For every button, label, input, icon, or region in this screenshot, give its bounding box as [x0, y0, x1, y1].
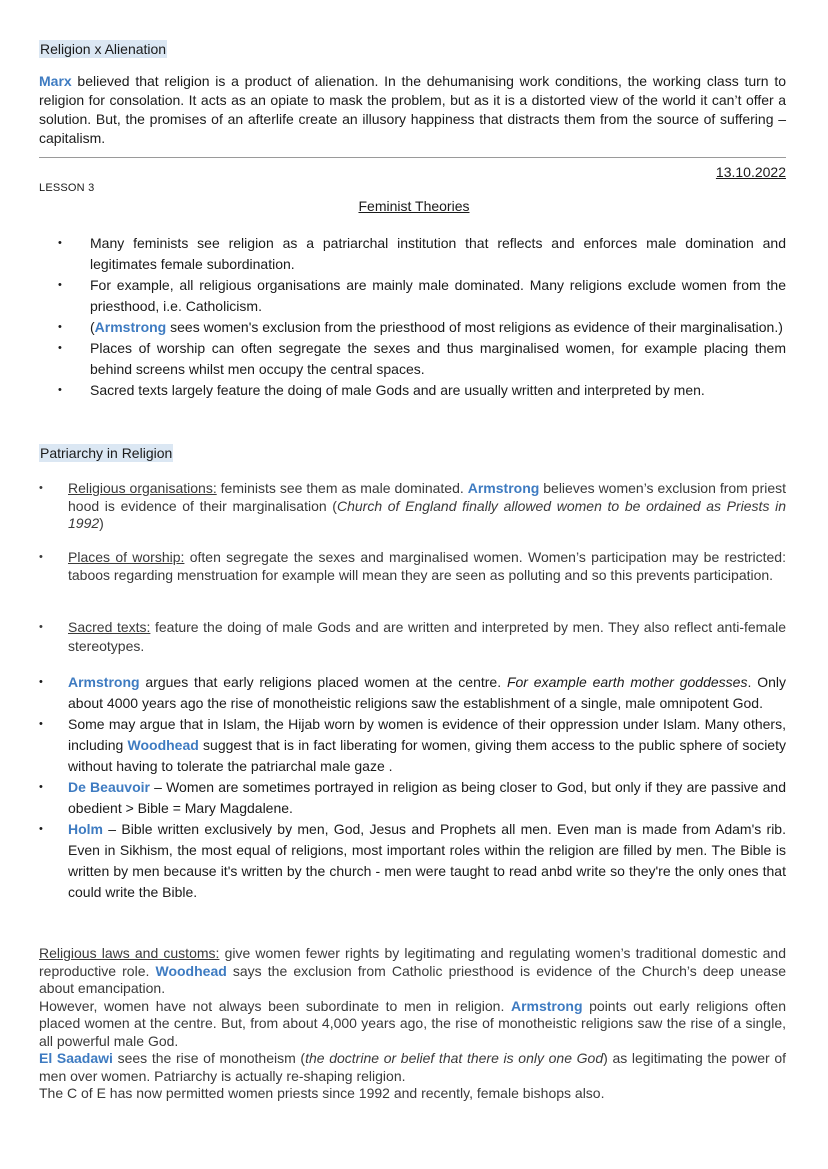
laws-paragraph-2: However, women have not always been subordinate to men in religion. Armstrong points out early religions often placed women at the centre. But, from about 4,000 years ago, the rise of monotheistic religions saw the rise of a single, all powerful male God. — [39, 997, 786, 1049]
list-item: • Sacred texts largely feature the doing of male Gods and are usually written and interpreted by men. — [39, 380, 786, 401]
laws-paragraph-3: El Saadawi sees the rise of monotheism (the doctrine or belief that there is only one God) as legitimating the power of men over women. Patriarchy is actually re-shaping religion. — [39, 1050, 786, 1084]
alienation-paragraph: Marx believed that religion is a product of alienation. In the dehumanising work conditions, the working class turn to religion for consolation. It acts as an opiate to mask the problem, but as it is a distorted view of the world it can’t offer a solution. But, the promises of an afterlife create an illusory happiness that distracts them from the source of suffering – capitalism. — [39, 73, 786, 146]
feminist-theories-title: Feminist Theories — [358, 198, 470, 214]
author-woodhead: Woodhead — [155, 962, 227, 979]
patriarchy-item-texts — [39, 618, 786, 656]
alienation-heading — [39, 40, 786, 59]
list-item: • For example, all religious organisations are mainly male dominated. Many religions exclude women from the priesthood, i.e. Catholicism. — [39, 275, 786, 317]
list-item: • (Armstrong sees women's exclusion from the priesthood of most religions as evidence of their marginalisation.) — [39, 317, 786, 338]
list-item: • Armstrong argues that early religions placed women at the centre. For example earth mother goddesses. Only about 4000 years ago the rise of monotheistic religions saw the establishment of a single, male omnipotent God. — [39, 672, 786, 714]
list-item: • Religious organisations: feminists see them as male dominated. Armstrong believes women’s exclusion from priest hood is evidence of their marginalisation (Church of England finally allowed women to be ordained as Priests in 1992) — [39, 480, 786, 533]
patriarchy-heading-text: Patriarchy in Religion — [40, 445, 173, 461]
divider — [39, 157, 786, 158]
lesson-date: 13.10.2022 — [715, 164, 786, 180]
patriarchy-bullets — [39, 672, 786, 903]
lesson-label: LESSON 3 — [39, 182, 95, 194]
laws-paragraph-1: Religious laws and customs: give women fewer rights by legitimating and regulating women’s traditional domestic and reproductive role. Woodhead says the exclusion from Catholic priesthood is evidence of the Church’s deep unease about emancipation. — [39, 945, 786, 996]
list-item: • Some may argue that in Islam, the Hijab worn by women is evidence of their oppression under Islam. Many others, including Woodhead suggest that is in fact liberating for women, giving them access to the public sphere of society without having to tolerate the patriarchal male gaze . — [39, 714, 786, 777]
patriarchy-item-organisations — [39, 480, 786, 533]
list-item: • Many feminists see religion as a patriarchal institution that reflects and enforces male domination and legitimates female subordination. — [39, 233, 786, 275]
author-armstrong: Armstrong — [510, 997, 583, 1014]
feminist-list — [39, 233, 786, 401]
author-marx: Marx — [39, 73, 72, 89]
author-holm: Holm — [68, 821, 103, 837]
author-armstrong: Armstrong — [94, 319, 167, 335]
patriarchy-item-worship — [39, 549, 786, 584]
list-item: • Places of worship can often segregate the sexes and thus marginalised women, for example placing them behind screens whilst men occupy the central spaces. — [39, 338, 786, 380]
list-item: • De Beauvoir – Women are sometimes portrayed in religion as being closer to God, but only if they are passive and obedient > Bible = Mary Magdalene. — [39, 777, 786, 819]
list-item: • Places of worship: often segregate the sexes and marginalised women. Women’s participation may be restricted: taboos regarding menstruation for example will mean they are seen as polluting and so this prevents participation. — [39, 549, 786, 584]
author-armstrong: Armstrong — [467, 480, 540, 496]
laws-section — [39, 945, 786, 1103]
author-woodhead: Woodhead — [127, 737, 199, 753]
list-item: • Sacred texts: feature the doing of male Gods and are written and interpreted by men. They also reflect anti-female stereotypes. — [39, 618, 786, 656]
patriarchy-heading — [39, 444, 786, 463]
list-item: • Holm – Bible written exclusively by men, God, Jesus and Prophets all men. Even man is made from Adam's rib. Even in Sikhism, the most equal of religions, most important roles within the religion are filled by men. The Bible is written by men because it's written by the church - men were taught to read anbd write so they're the only ones that could write the Bible. — [39, 819, 786, 903]
laws-paragraph-4: The C of E has now permitted women priests since 1992 and recently, female bishops also. — [39, 1085, 605, 1101]
author-armstrong: Armstrong — [68, 674, 140, 690]
author-de-beauvoir: De Beauvoir — [68, 779, 150, 795]
author-el-saadawi: El Saadawi — [39, 1050, 113, 1066]
alienation-heading-text: Religion x Alienation — [40, 41, 167, 57]
